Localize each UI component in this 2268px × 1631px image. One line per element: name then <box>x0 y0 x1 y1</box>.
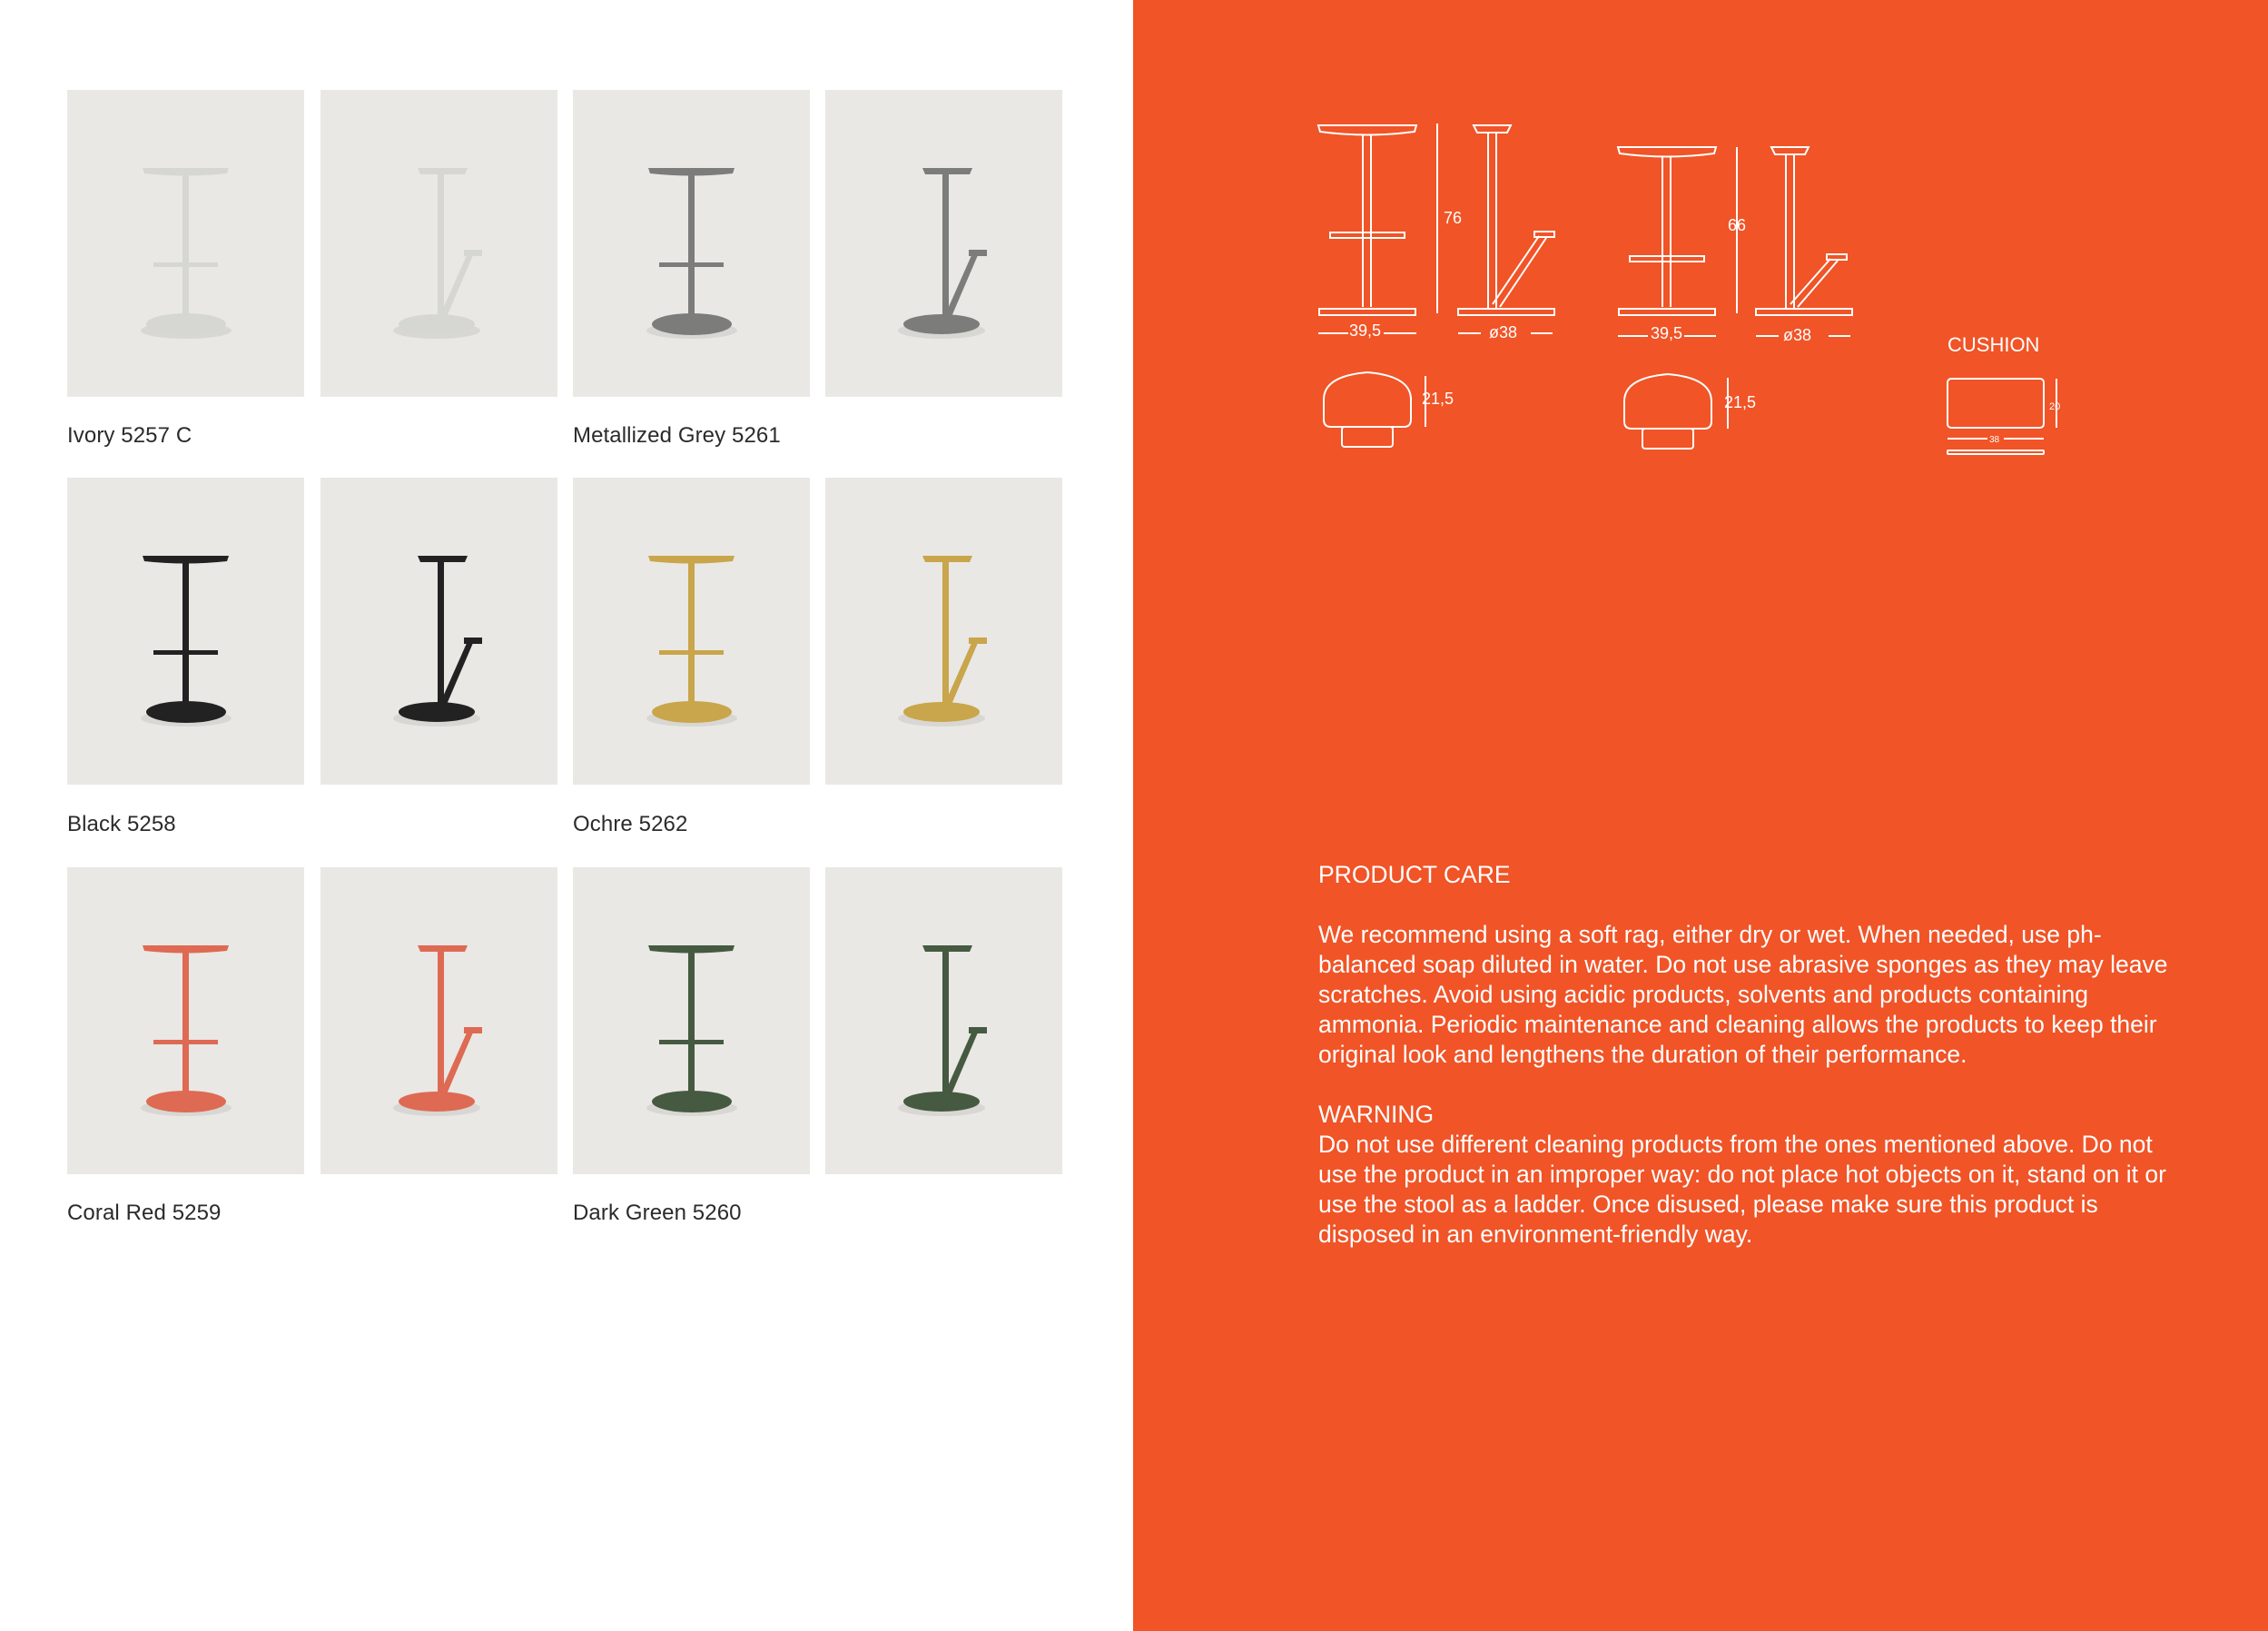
cushion-width-label: 38 <box>1989 435 2000 445</box>
stool-footrest <box>153 1040 218 1044</box>
stool-seat <box>418 945 468 952</box>
warning-text: Do not use different cleaning products from the ones mentioned above. Do not use the product in an improper way: do not place hot objects on it, stand on it or use the stool as a ladder. Once disused, please make sure this product is disposed in an environment-friendly way. <box>1318 1131 2166 1248</box>
product-care-title: PRODUCT CARE <box>1318 861 1511 888</box>
short-stool-front-drawing <box>1618 147 1716 315</box>
short-width-label: 39,5 <box>1651 324 1683 342</box>
short-height-dimension <box>1728 147 1746 313</box>
stool-post <box>942 174 949 321</box>
stool-photo-black-front <box>67 478 304 785</box>
technical-drawings <box>1133 0 2268 509</box>
stool-post <box>688 562 695 707</box>
stool-post <box>182 562 189 707</box>
stool-post <box>438 174 444 321</box>
short-base-dimension <box>1756 326 1850 344</box>
stool-footrest-strut <box>439 253 473 319</box>
stool-footrest-strut <box>944 253 978 319</box>
stool-base <box>652 701 732 723</box>
short-height-label: 66 <box>1728 216 1747 234</box>
stool-base <box>903 702 980 722</box>
tall-base-label: ø38 <box>1489 323 1518 341</box>
stool-base <box>399 314 475 334</box>
stool-photo-grey-side <box>825 90 1062 397</box>
stool-footrest-strut <box>439 641 473 707</box>
stool-base <box>399 1092 475 1112</box>
stool-post <box>942 562 949 709</box>
tall-base-dimension <box>1458 323 1553 341</box>
stool-base <box>399 702 475 722</box>
cushion-title: CUSHION <box>1948 333 2040 356</box>
stool-seat <box>922 945 972 952</box>
stool-base <box>146 1091 226 1112</box>
stool-photo-ivory-front <box>67 90 304 397</box>
stool-post <box>438 952 444 1099</box>
stool-base <box>903 314 980 334</box>
tall-width-dimension <box>1318 321 1416 340</box>
stool-base <box>146 701 226 723</box>
stool-footrest <box>659 262 724 267</box>
stool-footrest-strut <box>944 1031 978 1096</box>
tall-height-dimension <box>1437 124 1462 313</box>
stool-footrest <box>153 650 218 655</box>
stool-base <box>652 313 732 335</box>
stool-photo-green-side <box>825 867 1062 1174</box>
warning-title: WARNING <box>1318 1101 1435 1128</box>
stool-footrest <box>464 250 482 256</box>
stool-photo-green-front <box>573 867 810 1174</box>
short-base-label: ø38 <box>1783 326 1812 344</box>
tall-seat-label: 21,5 <box>1422 390 1454 408</box>
technical-page <box>1133 0 2268 1631</box>
stool-photo-coral-front <box>67 867 304 1174</box>
stool-footrest <box>153 262 218 267</box>
swatch-label-ivory: Ivory 5257 C <box>67 423 192 448</box>
stool-seat <box>418 556 468 562</box>
stool-base <box>146 313 226 335</box>
stool-post <box>942 952 949 1099</box>
cushion-thickness-label: 20 <box>2049 401 2061 412</box>
stool-photo-ochre-front <box>573 478 810 785</box>
swatch-label-black: Black 5258 <box>67 812 176 836</box>
stool-post <box>688 952 695 1097</box>
short-stool-side-drawing <box>1756 147 1852 315</box>
swatch-page <box>0 0 1133 1631</box>
stool-footrest <box>659 1040 724 1044</box>
swatch-label-coral-red: Coral Red 5259 <box>67 1201 222 1225</box>
tall-stool-front-drawing <box>1318 125 1416 315</box>
short-width-dimension <box>1618 324 1716 342</box>
stool-footrest <box>969 250 987 256</box>
product-care-section <box>1318 860 2172 1250</box>
stool-footrest <box>464 638 482 644</box>
stool-footrest-strut <box>944 641 978 707</box>
stool-post <box>688 174 695 320</box>
stool-footrest <box>659 650 724 655</box>
cushion-drawing <box>1948 333 2060 454</box>
stool-footrest-strut <box>439 1031 473 1096</box>
swatch-label-ochre: Ochre 5262 <box>573 812 688 836</box>
stool-seat <box>922 168 972 174</box>
stool-seat <box>922 556 972 562</box>
short-seat-top-drawing <box>1624 374 1756 449</box>
stool-post <box>182 174 189 320</box>
tall-stool-side-drawing <box>1458 125 1554 315</box>
stool-post <box>438 562 444 709</box>
product-care-text: We recommend using a soft rag, either dry or wet. When needed, use ph-balanced soap diluted in water. Do not use abrasive sponges as they may leave scratches. Avoid using acidic products, solvents and products containing ammonia. Periodic maintenance and cleaning allows the products to keep their original look and lengthens the duration of their performance. <box>1318 921 2168 1068</box>
stool-base <box>903 1092 980 1112</box>
stool-footrest <box>969 638 987 644</box>
stool-base <box>652 1091 732 1112</box>
swatch-label-metallized-grey: Metallized Grey 5261 <box>573 423 781 448</box>
stool-seat <box>418 168 468 174</box>
swatch-label-dark-green: Dark Green 5260 <box>573 1201 742 1225</box>
short-seat-label: 21,5 <box>1724 393 1757 411</box>
stool-post <box>182 952 189 1097</box>
tall-width-label: 39,5 <box>1349 321 1382 340</box>
stool-photo-ivory-side <box>320 90 557 397</box>
stool-footrest <box>969 1027 987 1033</box>
stool-photo-black-side <box>320 478 557 785</box>
stool-photo-coral-side <box>320 867 557 1174</box>
stool-photo-ochre-side <box>825 478 1062 785</box>
tall-seat-top-drawing <box>1324 372 1454 447</box>
stool-photo-grey-front <box>573 90 810 397</box>
tall-height-label: 76 <box>1444 209 1463 227</box>
stool-footrest <box>464 1027 482 1033</box>
